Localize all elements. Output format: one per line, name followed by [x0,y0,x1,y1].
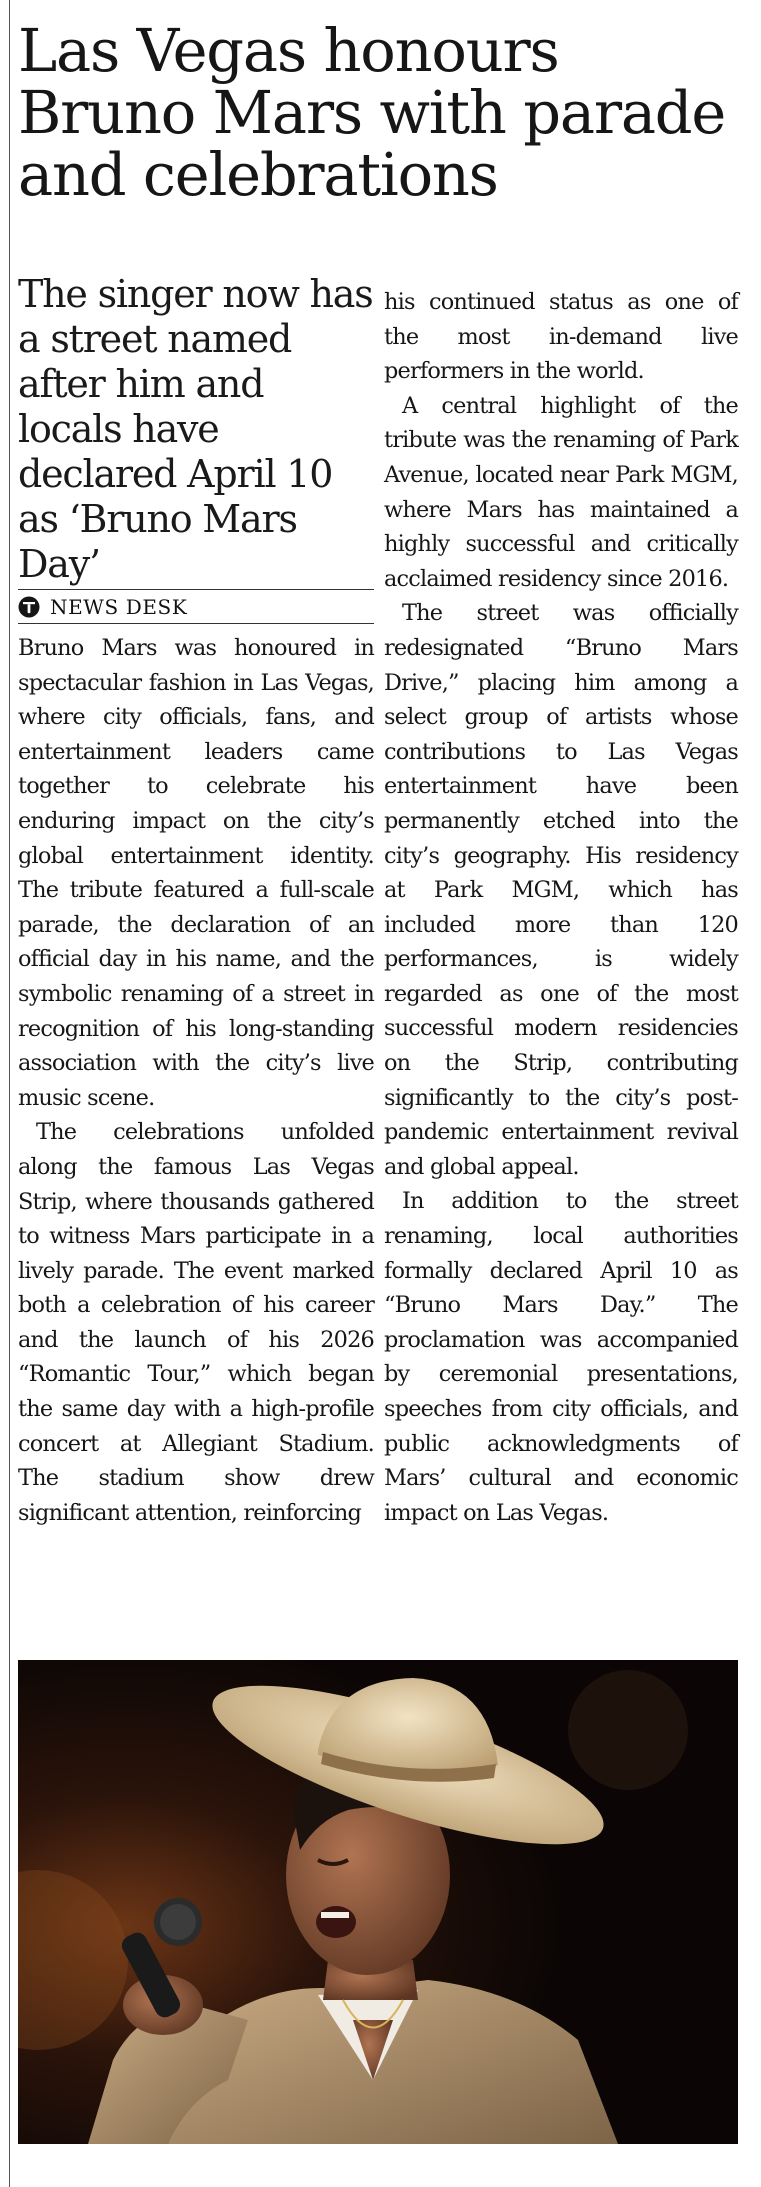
standfirst: The singer now has a street named after him and locals have declared April 10 as ‘Bruno Mars Day’ [18,272,373,586]
byline-author: NEWS DESK [50,595,188,619]
article-column-1 [18,631,374,1530]
byline-rule-top [18,589,374,590]
publisher-logo-icon [18,596,40,618]
headline: Las Vegas honours Bruno Mars with parade and celebrations [18,16,726,209]
body-paragraph: In addition to the street renaming, local authorities formally declared April 10 as “Bruno Mars Day.” The proclamation was accompanied by ceremonial presentations, speeches from city officials, and public acknowledgments of Mars’ cultural and economic impact on Las Vegas. [384,1188,738,1526]
body-paragraph: Bruno Mars was honoured in spectacular fashion in Las Vegas, where city officials, fans, and entertainment leaders came together to celebrate his enduring impact on the city’s global entertainment identity. The tribute featured a full-scale parade, the declaration of an official day in his name, and the symbolic renaming of a street in recognition of his long-standing association with the city’s live music scene. [18,635,374,1111]
body-paragraph: A central highlight of the tribute was the renaming of Park Avenue, located near Park MGM, where Mars has maintained a highly successful and critically acclaimed residency since 2016. [384,392,738,592]
body-paragraph: his continued status as one of the most in-demand live performers in the world. [384,289,738,385]
body-paragraph: The celebrations unfolded along the famous Las Vegas Strip, where thousands gathered to witness Mars participate in a lively parade. The event marked both a celebration of his career and the launch of his 2026 “Romantic Tour,” which began the same day with a high-profile concert at Allegiant Stadium. The stadium show drew significant attention, reinforcing [18,1119,374,1526]
body-paragraph: The street was officially redesignated “Bruno Mars Drive,” placing him among a select group of artists whose contributions to Las Vegas entertainment have been permanently etched into the city’s geography. His residency at Park MGM, which has included more than 120 performances, is widely regarded as one of the most successful modern residencies on the Strip, contributing significantly to the city’s post-pandemic entertainment revival and global appeal. [384,600,738,1180]
byline-rule-bottom [18,623,374,624]
byline [18,595,374,619]
article-column-2 [384,285,738,1530]
photo-illustration [18,1660,738,2144]
page-margin-rule [9,0,10,2187]
performer-singing-photo [18,1660,738,2144]
